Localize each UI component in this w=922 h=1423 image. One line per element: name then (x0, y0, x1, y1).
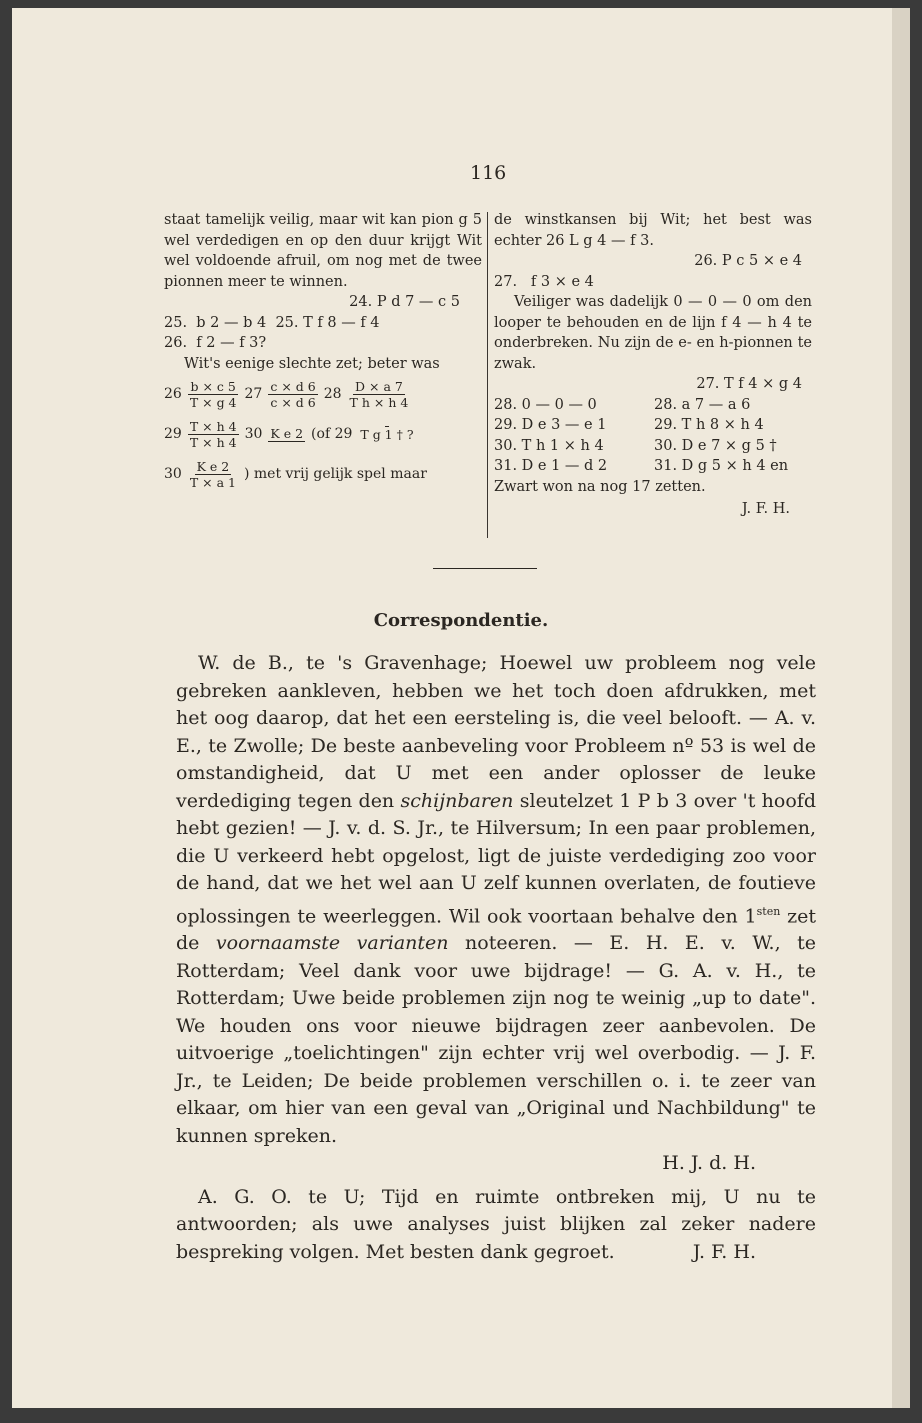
superscript: sten (756, 904, 781, 918)
alt-fraction (188, 459, 238, 490)
frac-den: T h × h 4 (349, 394, 409, 410)
section-rule (433, 568, 537, 569)
frac-den: c × d 6 (270, 394, 316, 410)
left-column (164, 210, 482, 494)
white-move: 28. 0 — 0 — 0 (494, 396, 597, 413)
frac-num: K e 2 (270, 426, 304, 441)
frac-den: T × h 4 (189, 434, 237, 450)
left-para-1: staat tamelijk veilig, maar wit kan pion g 5 wel verdedigen en op den duur krijgt Wit wel voldoende afruil, om nog met de twee pionnen meer te winnen. (164, 212, 482, 290)
move-row (494, 415, 812, 436)
alt-fraction (188, 379, 239, 410)
section-heading: Correspondentie. (373, 610, 549, 631)
alt-num: 26 (164, 385, 182, 402)
right-para-2: Veiliger was dadelijk 0 — 0 — 0 om den looper te behouden en de lijn f 4 — h 4 te onderbreken. Nu zijn de e- en h-pionnen te zwak. (494, 294, 812, 372)
right-column (494, 210, 812, 520)
column-divider (487, 212, 488, 538)
move-27-black: 27. T f 4 × g 4 (696, 376, 802, 392)
white-move: 31. D e 1 — d 2 (494, 458, 608, 474)
alt-fraction (358, 426, 415, 442)
left-para-2: Wit's eenige slechte zet; beter was (184, 355, 440, 372)
frac-num: T × h 4 (189, 418, 237, 434)
frac-num: D × a 7 (355, 378, 403, 394)
text-run: sleutelzet 1 P b 3 over 't hoofd hebt gezien! — J. v. d. S. Jr., te Hilversum; In een paar problemen, die U verkeerd hebt opgelost, ligt de juiste verdediging zoo voor de hand, dat we het wel aan U zelf kunnen overlaten, de foutieve oplossingen te weerleggen. Wil ook voortaan behalve den 1 (176, 789, 816, 927)
alt-text: (of 29 (311, 425, 353, 442)
black-move: 30. D e 7 × g 5 † (654, 437, 777, 454)
move-25: 25. b 2 — b 4 25. T f 8 — f 4 (164, 314, 380, 331)
alternative-line-3 (164, 454, 482, 494)
alt-fraction (348, 379, 411, 410)
frac-num: c × d 6 (270, 378, 316, 394)
italic-run: schijnbaren (400, 789, 514, 812)
move-26-black: 26. P c 5 × e 4 (694, 253, 802, 269)
correspondence-para-1 (176, 650, 816, 1150)
black-move: 31. D g 5 × h 4 en (654, 458, 789, 474)
text-run: W. de B., te 's Gravenhage; Hoewel uw probleem nog vele gebreken aankleven, hebben we het toch doen afdrukken, met het oog daarop, dat het een eersteling is, die veel belooft. — A. v. E., te Zwolle; De beste aanbeveling voor Probleem nº 53 is wel de omstandigheid, dat U met een ander oplosser de leuke verdediging tegen den (176, 652, 816, 812)
italic-run: voornaamste varianten (215, 932, 449, 955)
alt-fraction (188, 419, 239, 450)
correspondence-para-2: A. G. O. te U; Tijd en ruimte ontbreken mij, U nu te antwoorden; als uwe analyses juist blijken zal zeker nadere bespreking volgen. Met besten dank gegroet. (176, 1185, 816, 1263)
text-run: noteeren. — E. H. E. v. W., te Rotterdam; Veel dank voor uwe bijdrage! — G. A. v. H., te Rotterdam; Uwe beide problemen zijn nog te weinig „up to date". We houden ons voor nieuwe bijdragen zeer aanbevolen. De uitvoerige „toelichtingen" zijn echter vrij wel overbodig. — J. F. Jr., te Leiden; De beide problemen verschillen o. i. te zeer van elkaar, om hier van een geval van „Original und Nachbildung" te kunnen spreken. (176, 932, 816, 1147)
alt-num: 29 (164, 425, 182, 442)
frac-den: T g 1 † ? (360, 427, 414, 442)
frac-num: K e 2 (196, 458, 230, 474)
alternative-line-2 (164, 414, 482, 454)
frac-den: T × a 1 (189, 474, 236, 490)
black-move: 28. a 7 — a 6 (654, 396, 751, 413)
page-edge (892, 8, 910, 1408)
signature-1: H. J. d. H. (662, 1152, 756, 1175)
text-run: zet de (176, 904, 816, 955)
white-move: 29. D e 3 — e 1 (494, 417, 607, 433)
closing-line: Zwart won na nog 17 zetten. (494, 478, 706, 495)
signature: J. F. H. (741, 501, 790, 517)
alt-fraction (268, 426, 305, 442)
move-26: 26. f 2 — f 3? (164, 335, 267, 351)
move-27: 27. f 3 × e 4 (494, 273, 594, 290)
move-row (494, 436, 812, 457)
move-row (494, 456, 812, 477)
white-move: 30. T h 1 × h 4 (494, 437, 604, 454)
alt-num: 27 (244, 385, 263, 402)
move-row (494, 395, 812, 416)
alt-text: ) met vrij gelijk spel maar (243, 465, 427, 482)
alternative-line-1 (164, 374, 482, 414)
correspondence-body (176, 650, 816, 1267)
right-para-1: de winstkansen bij Wit; het best was echter 26 L g 4 — f 3. (494, 212, 812, 249)
alt-num: 30 (164, 465, 182, 482)
black-move: 29. T h 8 × h 4 (654, 417, 764, 433)
frac-num: b × c 5 (190, 378, 236, 394)
signature-2: J. F. H. (692, 1241, 756, 1264)
move-24: 24. P d 7 — c 5 (349, 294, 460, 310)
alt-num: 30 (244, 425, 263, 442)
alt-num: 28 (323, 385, 342, 402)
alt-fraction (268, 379, 317, 410)
frac-den: T × g 4 (189, 394, 237, 410)
page-number: 116 (470, 162, 507, 184)
